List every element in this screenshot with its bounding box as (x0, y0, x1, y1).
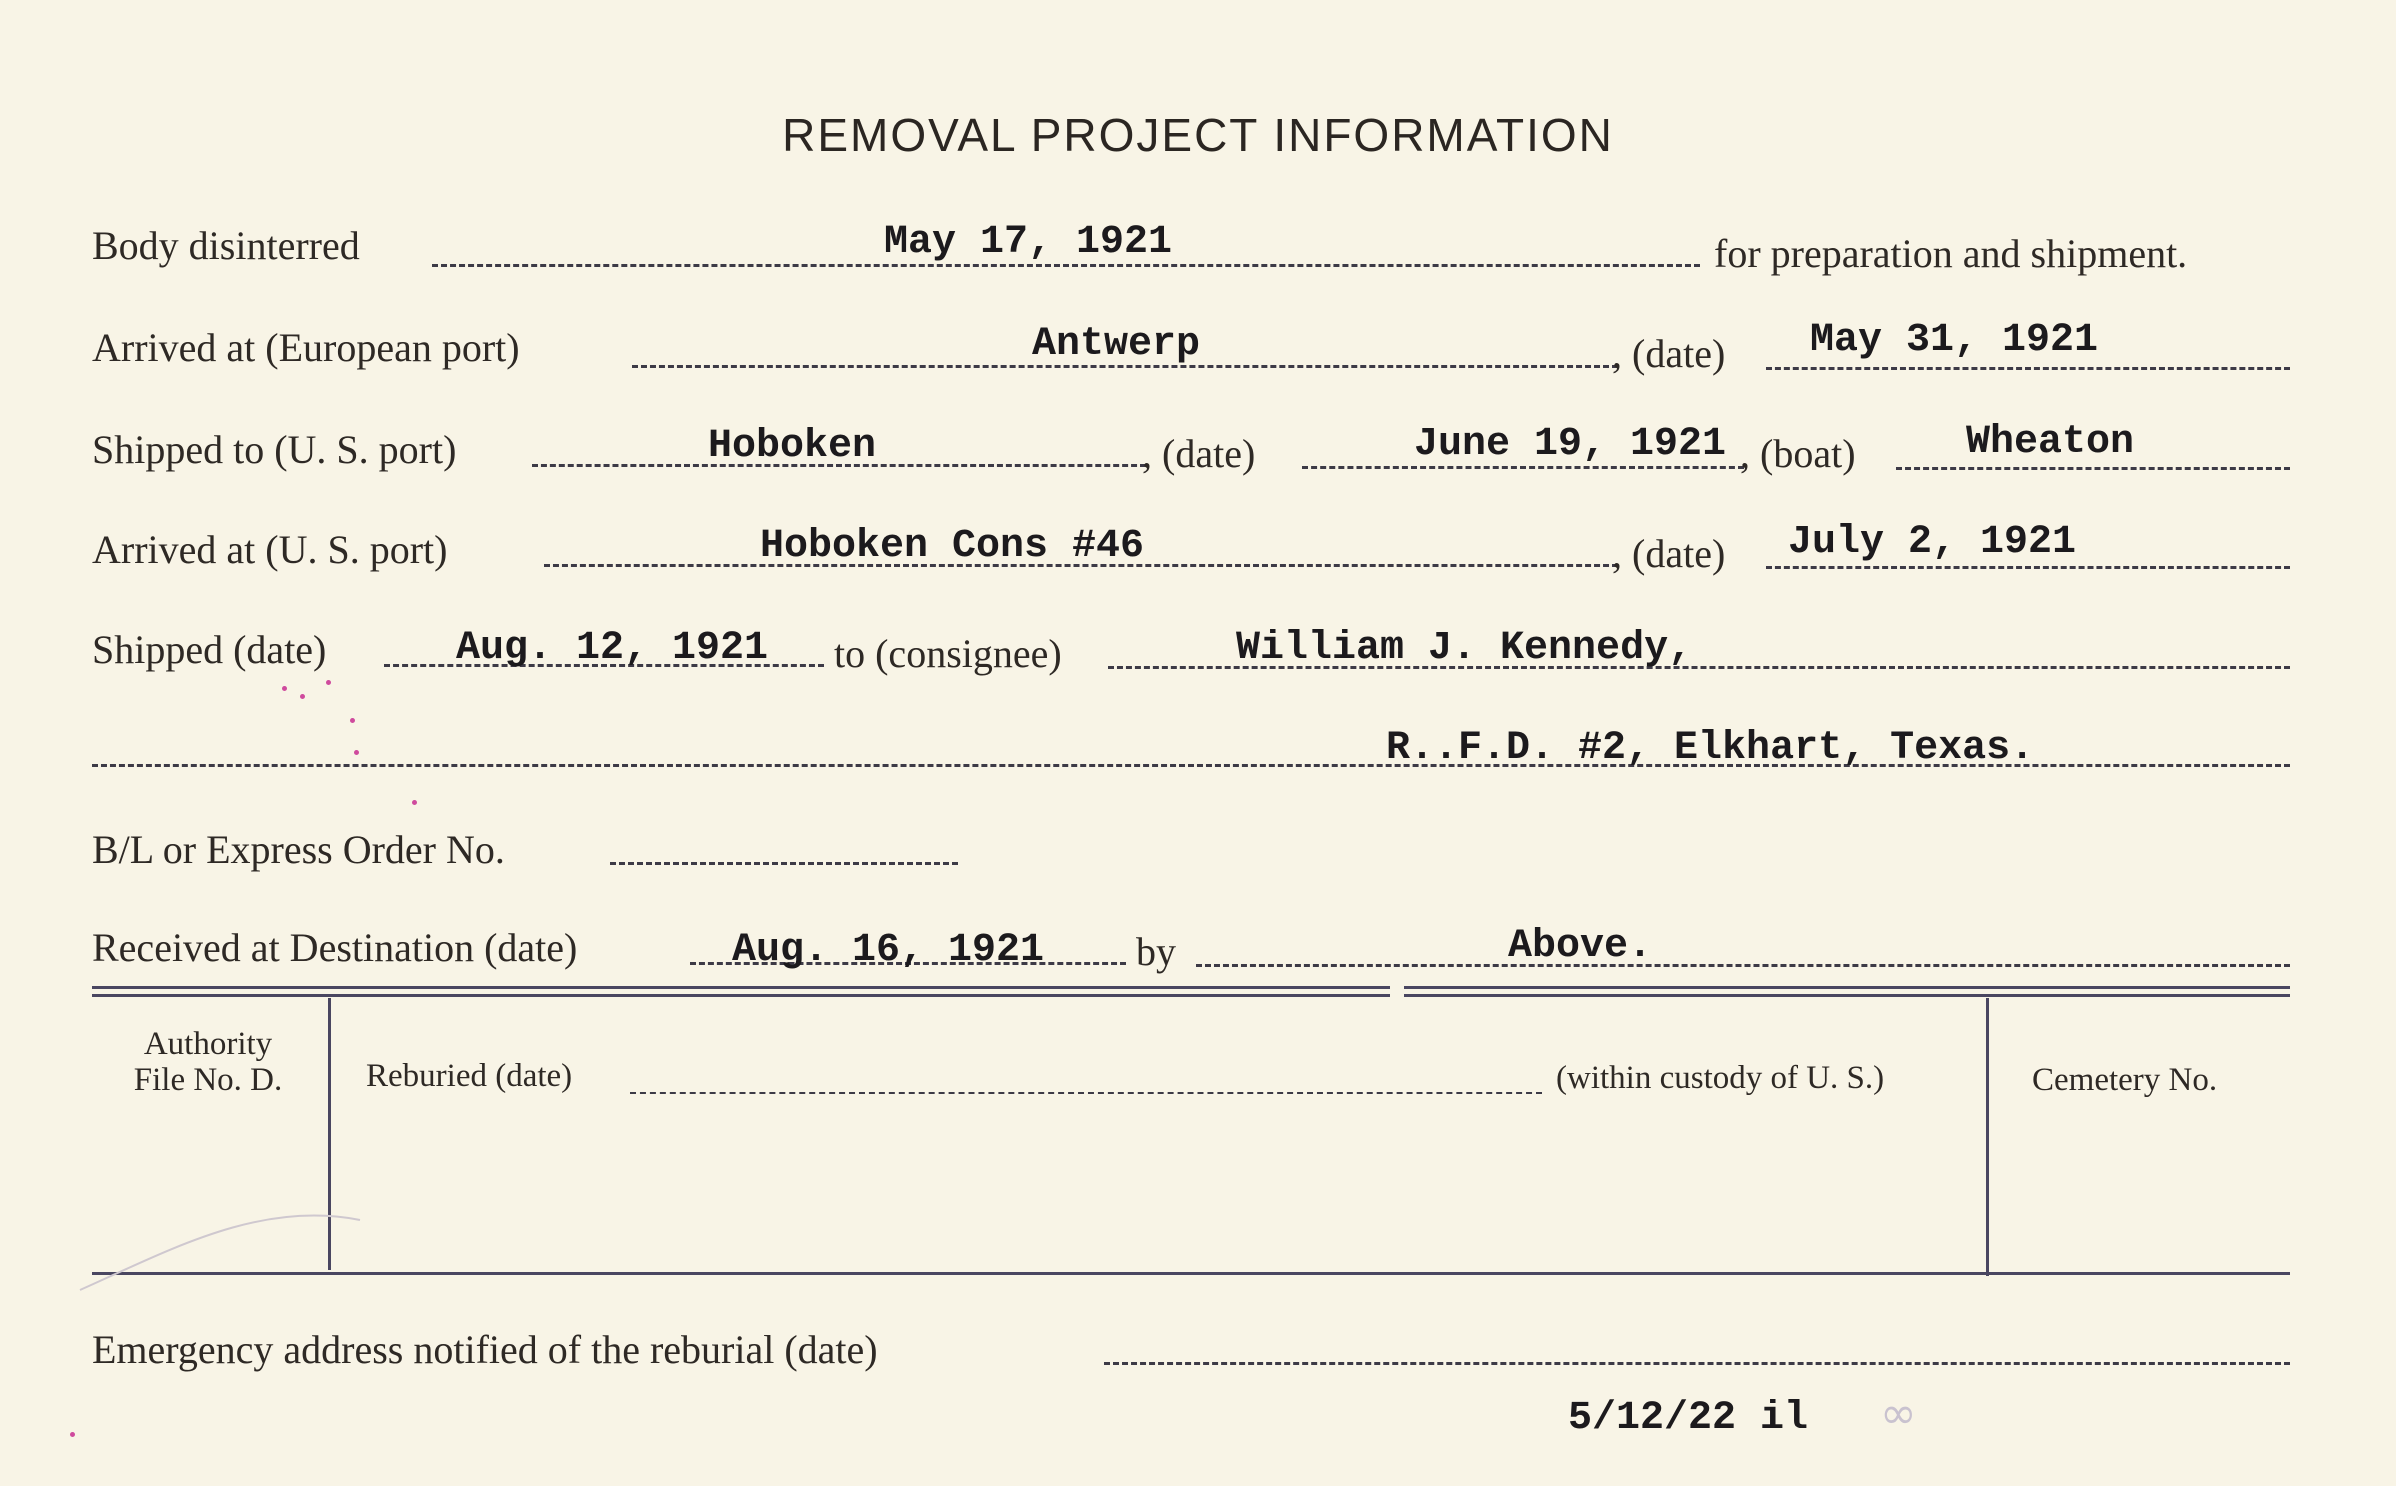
shipped-date-label: Shipped (date) (92, 627, 327, 672)
authority-label (92, 1026, 324, 1098)
emergency-line (1104, 1362, 2290, 1365)
ink-speck (354, 750, 359, 755)
box-top-rule-left (92, 986, 1390, 989)
cemetery-label: Cemetery No. (2032, 1062, 2218, 1098)
shipped-us-boat-label: , (boat) (1740, 431, 1856, 476)
box-top-rule-right (1404, 986, 2290, 989)
arrived-us-label: Arrived at (U. S. port) (92, 527, 448, 572)
received-label: Received at Destination (date) (92, 925, 578, 970)
arrived-european-value: Antwerp (1032, 322, 1201, 367)
received-by-value: Above. (1508, 924, 1653, 969)
shipped-us-date-label: , (date) (1142, 431, 1256, 476)
shipped-us-boat-line (1896, 467, 2290, 470)
box-top-rule-right-2 (1404, 994, 2290, 997)
shipped-us-label: Shipped to (U. S. port) (92, 427, 457, 472)
shipped-us-date-value: June 19, 1921 (1414, 422, 1727, 467)
arrived-european-date-label: , (date) (1612, 331, 1726, 376)
received-by-label: by (1136, 929, 1176, 974)
arrived-us-date-value: July 2, 1921 (1788, 520, 2077, 565)
card-title: REMOVAL PROJECT INFORMATION (782, 109, 1614, 161)
arrived-european-date-value: May 31, 1921 (1810, 318, 2099, 363)
received-by-line (1196, 964, 2290, 967)
box-bottom-rule (92, 1272, 2290, 1275)
arrived-us-date-label: , (date) (1612, 531, 1726, 576)
ink-speck (326, 680, 331, 685)
faint-pencil-mark: ∞ (1880, 1388, 1917, 1439)
arrived-european-date-line (1766, 367, 2290, 370)
consignee-address-value: R..F.D. #2, Elkhart, Texas. (1386, 726, 2035, 771)
body-disinterred-label: Body disinterred (92, 223, 360, 268)
consignee-label: to (consignee) (834, 631, 1062, 676)
custody-label: (within custody of U. S.) (1556, 1060, 1885, 1096)
shipped-us-boat-value: Wheaton (1966, 420, 2135, 465)
shipped-us-value: Hoboken (708, 424, 877, 469)
authority-label-line1: Authority (143, 1026, 273, 1062)
pencil-curve (60, 1190, 420, 1310)
consignee-value: William J. Kennedy, (1236, 626, 1693, 671)
ink-speck (70, 1432, 75, 1437)
authority-label-line2: File No. D. (133, 1062, 283, 1098)
ink-speck (350, 718, 355, 723)
body-disinterred-value: May 17, 1921 (884, 220, 1173, 265)
ink-speck (300, 694, 305, 699)
bl-label: B/L or Express Order No. (92, 827, 505, 872)
footer-stamp: 5/12/22 il (1568, 1396, 1809, 1441)
received-value: Aug. 16, 1921 (732, 928, 1045, 973)
body-disinterred-suffix: for preparation and shipment. (1714, 231, 2188, 276)
shipped-date-value: Aug. 12, 1921 (456, 626, 769, 671)
box-top-rule-left-2 (92, 994, 1390, 997)
emergency-label: Emergency address notified of the reburial (date) (92, 1327, 878, 1372)
arrived-us-date-line (1766, 566, 2290, 569)
ink-speck (412, 800, 417, 805)
bl-line (610, 862, 958, 865)
box-divider-right (1986, 998, 1989, 1276)
ink-speck (282, 686, 287, 691)
arrived-european-label: Arrived at (European port) (92, 325, 520, 370)
arrived-us-value: Hoboken Cons #46 (760, 524, 1145, 569)
reburied-label: Reburied (date) (366, 1058, 573, 1094)
reburied-line (630, 1092, 1542, 1094)
